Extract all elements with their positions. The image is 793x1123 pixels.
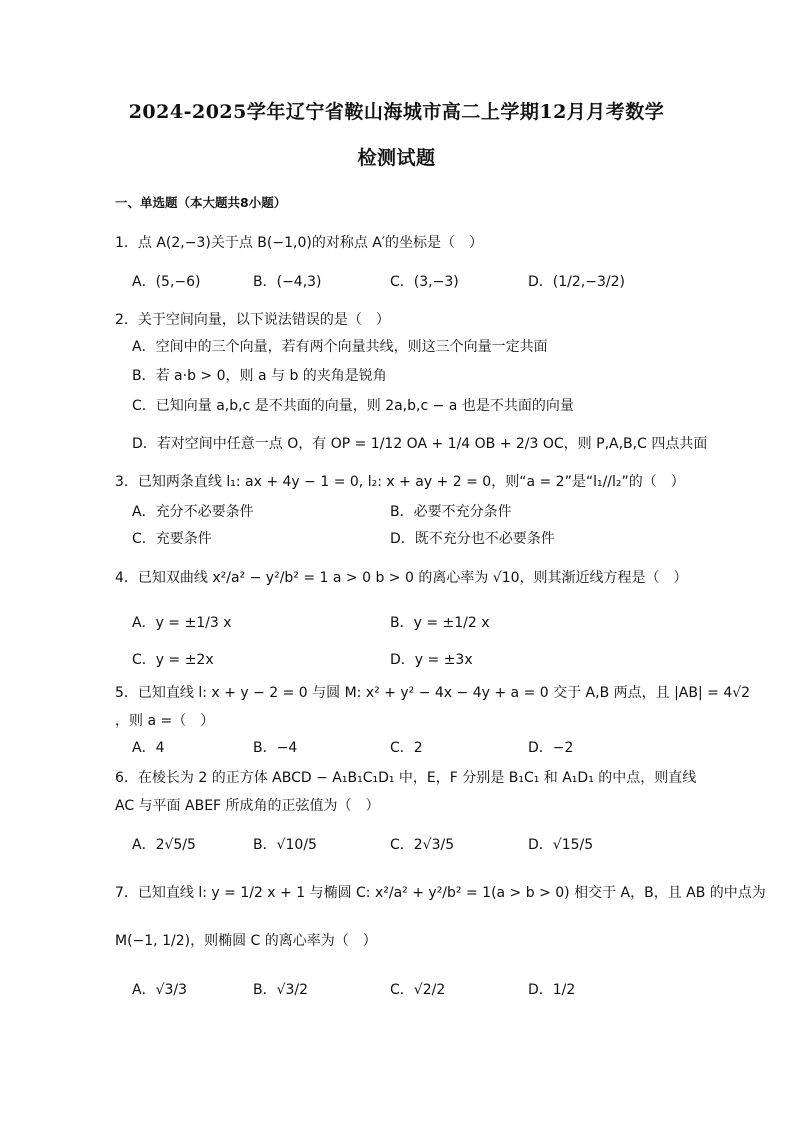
question-7-stem-cont: M(−1, 1/2)，则椭圆 C 的离心率为（ ） — [115, 933, 377, 949]
q2-option-a: A．空间中的三个向量，若有两个向量共线，则这三个向量一定共面 — [132, 339, 548, 355]
q1-option-d: D．(1/2,−3/2) — [528, 274, 625, 290]
q3-option-d: D．既不充分也不必要条件 — [390, 531, 555, 547]
q3-option-b: B．必要不充分条件 — [390, 504, 512, 520]
question-2-stem: 2．关于空间向量，以下说法错误的是（ ） — [115, 312, 390, 328]
question-5-stem: 5．已知直线 l: x + y − 2 = 0 与圆 M: x² + y² − 4x − 4y + a = 0 交于 A,B 两点，且 |AB| = 4√2 — [115, 685, 751, 701]
q7-option-d: D．1/2 — [528, 982, 576, 998]
q5-option-c: C．2 — [390, 740, 423, 756]
q2-option-c: C．已知向量 a,b,c 是不共面的向量，则 2a,b,c − a 也是不共面的向量 — [132, 398, 574, 414]
q1-option-b: B．(−4,3) — [253, 274, 322, 290]
q2-option-d: D．若对空间中任意一点 O，有 OP = 1/12 OA + 1/4 OB + 2/3 OC，则 P,A,B,C 四点共面 — [132, 436, 708, 452]
question-4-stem: 4．已知双曲线 x²/a² − y²/b² = 1 a > 0 b > 0 的离心率为 √10，则其渐近线方程是（ ） — [115, 570, 688, 586]
q5-option-a: A．4 — [132, 740, 165, 756]
q5-option-b: B．−4 — [253, 740, 298, 756]
q4-option-a: A．y = ±1/3 x — [132, 615, 232, 631]
q7-option-a: A．√3/3 — [132, 982, 188, 998]
question-3-stem: 3．已知两条直线 l₁: ax + 4y − 1 = 0, l₂: x + ay + 2 = 0，则“a = 2”是“l₁//l₂”的（ ） — [115, 474, 685, 490]
question-5-stem-cont: ，则 a =（ ） — [115, 713, 215, 729]
q1-option-c: C．(3,−3) — [390, 274, 459, 290]
exam-subtitle: 检测试题 — [357, 147, 436, 169]
q7-option-c: C．√2/2 — [390, 982, 446, 998]
question-1-stem: 1．点 A(2,−3)关于点 B(−1,0)的对称点 A′的坐标是（ ） — [115, 235, 484, 251]
q4-option-c: C．y = ±2x — [132, 652, 214, 668]
question-6-stem-cont: AC 与平面 ABEF 所成角的正弦值为（ ） — [115, 798, 380, 814]
question-6-stem: 6．在棱长为 2 的正方体 ABCD − A₁B₁C₁D₁ 中，E，F 分别是 B₁C₁ 和 A₁D₁ 的中点，则直线 — [115, 770, 697, 786]
q2-option-b: B．若 a·b > 0，则 a 与 b 的夹角是锐角 — [132, 368, 387, 384]
q7-option-b: B．√3/2 — [253, 982, 309, 998]
question-7-stem: 7．已知直线 l: y = 1/2 x + 1 与椭圆 C: x²/a² + y²/b² = 1(a > b > 0) 相交于 A，B，且 AB 的中点为 — [115, 885, 766, 901]
q6-option-b: B．√10/5 — [253, 837, 317, 853]
exam-title: 2024-2025学年辽宁省鞍山海城市高二上学期12月月考数学 — [128, 101, 665, 123]
section-heading: 一、单选题（本大题共8小题） — [115, 195, 287, 210]
q5-option-d: D．−2 — [528, 740, 574, 756]
q4-option-b: B．y = ±1/2 x — [390, 615, 490, 631]
q3-option-c: C．充要条件 — [132, 531, 212, 547]
q3-option-a: A．充分不必要条件 — [132, 504, 254, 520]
q6-option-a: A．2√5/5 — [132, 837, 196, 853]
q1-option-a: A．(5,−6) — [132, 274, 201, 290]
q4-option-d: D．y = ±3x — [390, 652, 473, 668]
q6-option-d: D．√15/5 — [528, 837, 594, 853]
q6-option-c: C．2√3/5 — [390, 837, 455, 853]
